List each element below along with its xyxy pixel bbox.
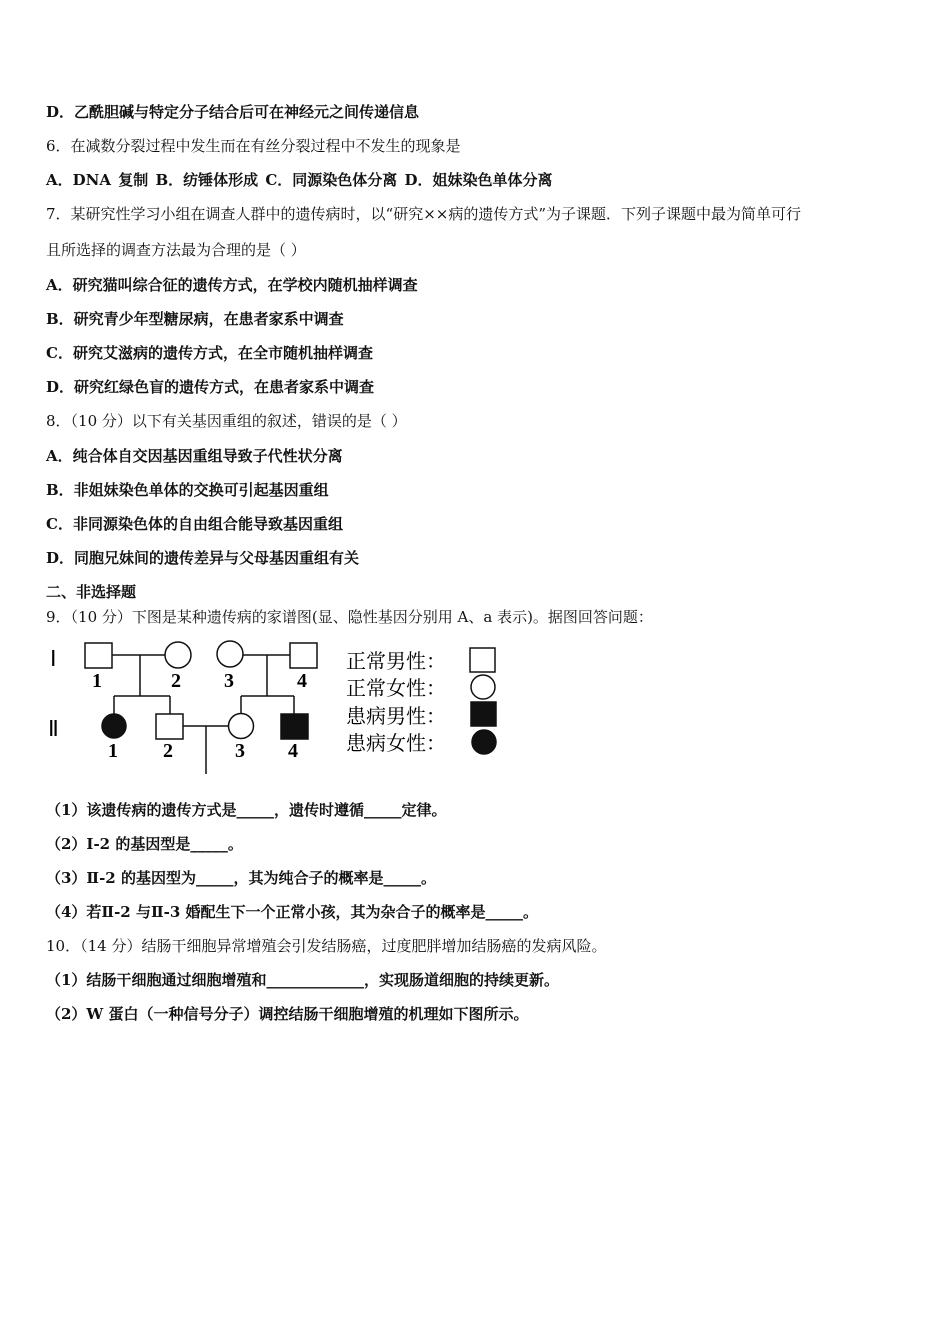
q8-option-d: D．同胞兄妹间的遗传差异与父母基因重组有关 bbox=[46, 549, 360, 567]
q10-sub1: （1）结肠干细胞通过细胞增殖和_____________，实现肠道细胞的持续更新。 bbox=[46, 971, 559, 989]
legend-affected-male-label: 患病男性： bbox=[346, 704, 446, 728]
generation-2-label: Ⅱ bbox=[48, 716, 59, 741]
q7-option-c: C．研究艾滋病的遗传方式，在全市随机抽样调查 bbox=[46, 344, 373, 362]
ii-4-number: 4 bbox=[288, 740, 298, 762]
i-3-normal-female-symbol bbox=[217, 641, 243, 667]
i-1-number: 1 bbox=[92, 670, 102, 692]
q6-options: A．DNA 复制 B．纺锤体形成 C．同源染色体分离 D．姐妹染色单体分离 bbox=[46, 171, 553, 189]
legend-normal-male-symbol bbox=[470, 648, 495, 672]
q9-sub4: （4）若Ⅱ-2 与Ⅱ-3 婚配生下一个正常小孩，其为杂合子的概率是_____。 bbox=[46, 903, 538, 921]
legend-normal-female-label: 正常女性： bbox=[346, 676, 446, 700]
pedigree-chart bbox=[44, 638, 514, 778]
q7-stem-line2: 且所选择的调查方法最为合理的是（ ） bbox=[46, 241, 306, 259]
ii-4-affected-male-symbol bbox=[281, 714, 308, 739]
q6-stem: 6．在减数分裂过程中发生而在有丝分裂过程中不发生的现象是 bbox=[46, 137, 461, 155]
q9-sub2: （2）Ⅰ-2 的基因型是_____。 bbox=[46, 835, 243, 853]
legend-affected-female-symbol bbox=[472, 730, 496, 754]
q10-sub2: （2）W 蛋白（一种信号分子）调控结肠干细胞增殖的机理如下图所示。 bbox=[46, 1005, 529, 1023]
i-3-number: 3 bbox=[224, 670, 234, 692]
legend-normal-male-label: 正常男性： bbox=[346, 649, 446, 673]
q9-sub3: （3）Ⅱ-2 的基因型为_____，其为纯合子的概率是_____。 bbox=[46, 869, 436, 887]
section-heading: 二、非选择题 bbox=[46, 583, 137, 601]
ii-3-number: 3 bbox=[235, 740, 245, 762]
q8-option-c: C．非同源染色体的自由组合能导致基因重组 bbox=[46, 515, 343, 533]
i-2-normal-female-symbol bbox=[165, 642, 191, 668]
legend-affected-female-label: 患病女性： bbox=[346, 731, 446, 755]
q8-option-b: B．非姐妹染色单体的交换可引起基因重组 bbox=[46, 481, 329, 499]
i-1-normal-male-symbol bbox=[85, 643, 112, 668]
ii-1-affected-female-symbol bbox=[102, 714, 126, 738]
q7-option-b: B．研究青少年型糖尿病，在患者家系中调查 bbox=[46, 310, 344, 328]
i-4-normal-male-symbol bbox=[290, 643, 317, 668]
ii-2-number: 2 bbox=[163, 740, 173, 762]
q9-stem: 9．（10 分）下图是某种遗传病的家谱图(显、隐性基因分别用 A、a 表示)。据图回答问题： bbox=[46, 608, 653, 626]
legend-affected-male-symbol bbox=[471, 702, 496, 726]
ii-3-normal-female-symbol bbox=[229, 714, 254, 739]
q8-stem: 8．（10 分）以下有关基因重组的叙述，错误的是（ ） bbox=[46, 412, 407, 430]
q7-option-d: D．研究红绿色盲的遗传方式，在患者家系中调查 bbox=[46, 378, 375, 396]
q8-option-a: A．纯合体自交因基因重组导致子代性状分离 bbox=[46, 447, 343, 465]
q10-stem: 10．（14 分）结肠干细胞异常增殖会引发结肠癌，过度肥胖增加结肠癌的发病风险。 bbox=[46, 937, 607, 955]
ii-1-number: 1 bbox=[108, 740, 118, 762]
i-4-number: 4 bbox=[297, 670, 307, 692]
legend-normal-female-symbol bbox=[471, 675, 495, 699]
generation-1-label: Ⅰ bbox=[50, 646, 57, 671]
i-2-number: 2 bbox=[171, 670, 181, 692]
q5-option-d: D．乙酰胆碱与特定分子结合后可在神经元之间传递信息 bbox=[46, 103, 420, 121]
q7-stem-line1: 7．某研究性学习小组在调查人群中的遗传病时，以“研究××病的遗传方式”为子课题．下列子课题中最为简单可行 bbox=[46, 205, 802, 223]
ii-2-normal-male-symbol bbox=[156, 714, 183, 739]
q9-sub1: （1）该遗传病的遗传方式是_____，遗传时遵循_____定律。 bbox=[46, 801, 447, 819]
q7-option-a: A．研究猫叫综合征的遗传方式，在学校内随机抽样调查 bbox=[46, 276, 418, 294]
